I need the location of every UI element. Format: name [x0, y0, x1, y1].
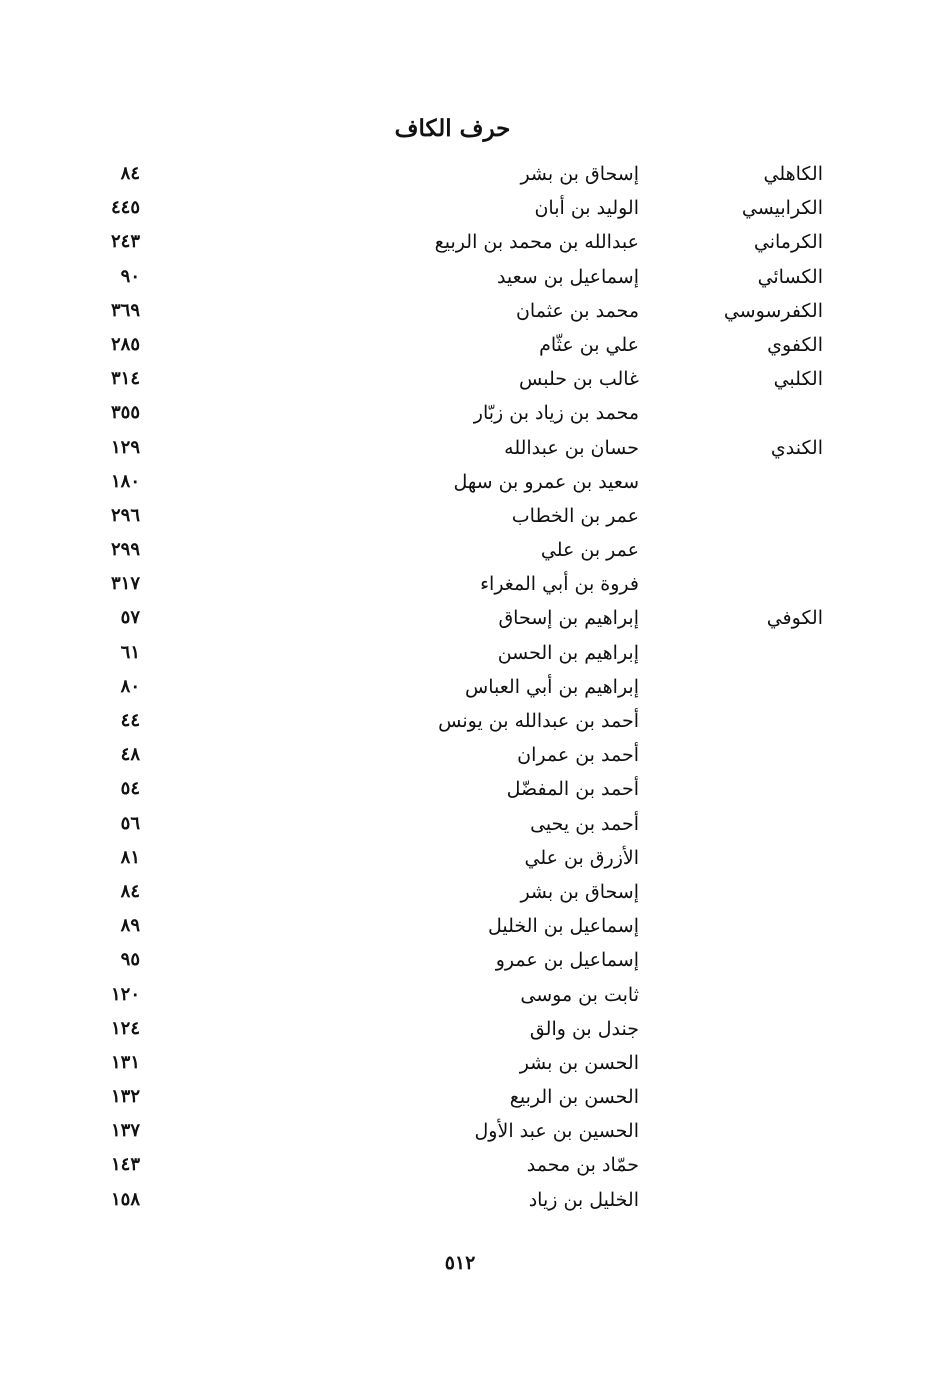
index-entry [0, 260, 945, 294]
index-entry [0, 1114, 945, 1148]
index-entry [0, 396, 945, 430]
index-entry [0, 704, 945, 738]
entry-page-ref: ٢٩٩ [110, 539, 140, 561]
index-entry [0, 191, 945, 225]
entry-page-ref: ١٢٤ [110, 1017, 140, 1039]
index-entry [0, 328, 945, 362]
entry-name: الوليد بن أبان [534, 197, 639, 220]
index-entry [0, 738, 945, 772]
index-entry [0, 1046, 945, 1080]
entry-page-ref: ٩٠ [120, 265, 140, 287]
entry-nisba: الكفرسوسي [723, 299, 823, 322]
entry-nisba: الكرابيسي [741, 197, 823, 220]
entry-nisba: الكرماني [753, 231, 823, 254]
entry-name: إبراهيم بن إسحاق [498, 607, 639, 630]
page-title: حرف الكاف [394, 115, 511, 142]
entry-name: محمد بن عثمان [515, 299, 639, 322]
entry-name: إسماعيل بن عمرو [495, 949, 639, 972]
entry-nisba: الكفوي [767, 333, 823, 356]
entry-name: محمد بن زياد بن زبّار [473, 402, 639, 425]
entry-page-ref: ١٤٣ [110, 1154, 140, 1176]
index-entry [0, 465, 945, 499]
index-list [0, 157, 945, 1217]
entry-name: الحسين بن عبد الأول [474, 1120, 639, 1143]
entry-page-ref: ١٣١ [110, 1051, 140, 1073]
entry-name: الحسن بن الربيع [509, 1086, 639, 1109]
entry-nisba: الكسائي [757, 265, 823, 288]
entry-name: علي بن عثّام [539, 333, 639, 356]
index-entry [0, 567, 945, 601]
index-entry [0, 636, 945, 670]
page-number: ٥١٢ [444, 1252, 476, 1274]
entry-name: أحمد بن المفضّل [506, 778, 639, 801]
entry-name: الأزرق بن علي [524, 846, 639, 869]
entry-page-ref: ٥٦ [120, 812, 140, 834]
index-entry [0, 601, 945, 635]
entry-name: حمّاد بن محمد [526, 1154, 639, 1177]
entry-name: الخليل بن زياد [528, 1188, 639, 1211]
index-entry [0, 772, 945, 806]
entry-nisba: الكاهلي [763, 163, 823, 185]
entry-page-ref: ٨٠ [120, 675, 140, 697]
entry-page-ref: ٢٤٣ [110, 231, 140, 253]
entry-page-ref: ٩٥ [120, 949, 140, 971]
entry-page-ref: ٤٨ [120, 744, 140, 766]
entry-page-ref: ٤٤ [120, 710, 140, 731]
entry-page-ref: ١٣٧ [110, 1120, 140, 1142]
entry-page-ref: ١٥٨ [110, 1188, 140, 1210]
entry-page-ref: ٨٤ [120, 880, 140, 902]
index-entry [0, 1183, 945, 1217]
entry-page-ref: ٨٩ [120, 915, 140, 937]
entry-nisba: الكوفي [766, 607, 823, 630]
entry-page-ref: ٢٩٦ [110, 504, 140, 526]
entry-page-ref: ١٨٠ [110, 470, 140, 492]
entry-name: أحمد بن يحيى [530, 812, 639, 835]
index-entry [0, 533, 945, 567]
index-entry [0, 499, 945, 533]
index-entry [0, 294, 945, 328]
entry-page-ref: ٥٧ [120, 607, 140, 629]
entry-name: سعيد بن عمرو بن سهل [453, 470, 639, 493]
index-entry [0, 841, 945, 875]
entry-nisba: الكلبي [773, 368, 823, 391]
entry-page-ref: ٣٥٥ [110, 402, 140, 424]
entry-nisba: الكندي [770, 436, 823, 459]
entry-page-ref: ٣١٧ [110, 573, 140, 595]
index-entry [0, 807, 945, 841]
index-entry [0, 1012, 945, 1046]
entry-page-ref: ١٣٢ [110, 1086, 140, 1108]
entry-name: إسماعيل بن الخليل [487, 915, 639, 938]
entry-name: حسان بن عبدالله [504, 436, 639, 459]
entry-name: غالب بن حلبس [519, 368, 639, 391]
index-entry [0, 1148, 945, 1182]
entry-name: إسحاق بن بشر [520, 880, 639, 903]
entry-name: إسماعيل بن سعيد [496, 265, 639, 288]
entry-name: إبراهيم بن الحسن [497, 641, 639, 664]
entry-page-ref: ٤٤٥ [110, 197, 140, 219]
entry-name: جندل بن والق [529, 1017, 639, 1040]
index-entry [0, 909, 945, 943]
entry-name: الحسن بن بشر [519, 1051, 639, 1074]
entry-page-ref: ١٢٠ [110, 983, 140, 1005]
index-entry [0, 362, 945, 396]
entry-page-ref: ٦١ [120, 641, 140, 663]
entry-page-ref: ٣١٤ [110, 368, 140, 390]
index-entry [0, 431, 945, 465]
entry-page-ref: ٨١ [120, 846, 140, 868]
index-entry [0, 1080, 945, 1114]
entry-name: إبراهيم بن أبي العباس [465, 675, 639, 698]
index-entry [0, 157, 945, 191]
index-entry [0, 225, 945, 259]
entry-name: إسحاق بن بشر [520, 163, 639, 185]
index-entry [0, 875, 945, 909]
entry-name: عمر بن الخطاب [511, 504, 639, 527]
index-entry [0, 943, 945, 977]
index-entry [0, 978, 945, 1012]
entry-page-ref: ٣٦٩ [110, 299, 140, 321]
entry-page-ref: ١٢٩ [110, 436, 140, 458]
entry-name: فروة بن أبي المغراء [480, 573, 639, 596]
entry-name: ثابت بن موسى [520, 983, 639, 1006]
entry-page-ref: ٨٤ [120, 163, 140, 184]
entry-name: أحمد بن عمران [517, 744, 639, 767]
entry-page-ref: ٢٨٥ [110, 333, 140, 355]
entry-page-ref: ٥٤ [120, 778, 140, 800]
entry-name: أحمد بن عبدالله بن يونس [438, 710, 639, 732]
index-entry [0, 670, 945, 704]
entry-name: عمر بن علي [540, 539, 639, 562]
entry-name: عبدالله بن محمد بن الربيع [434, 231, 639, 254]
